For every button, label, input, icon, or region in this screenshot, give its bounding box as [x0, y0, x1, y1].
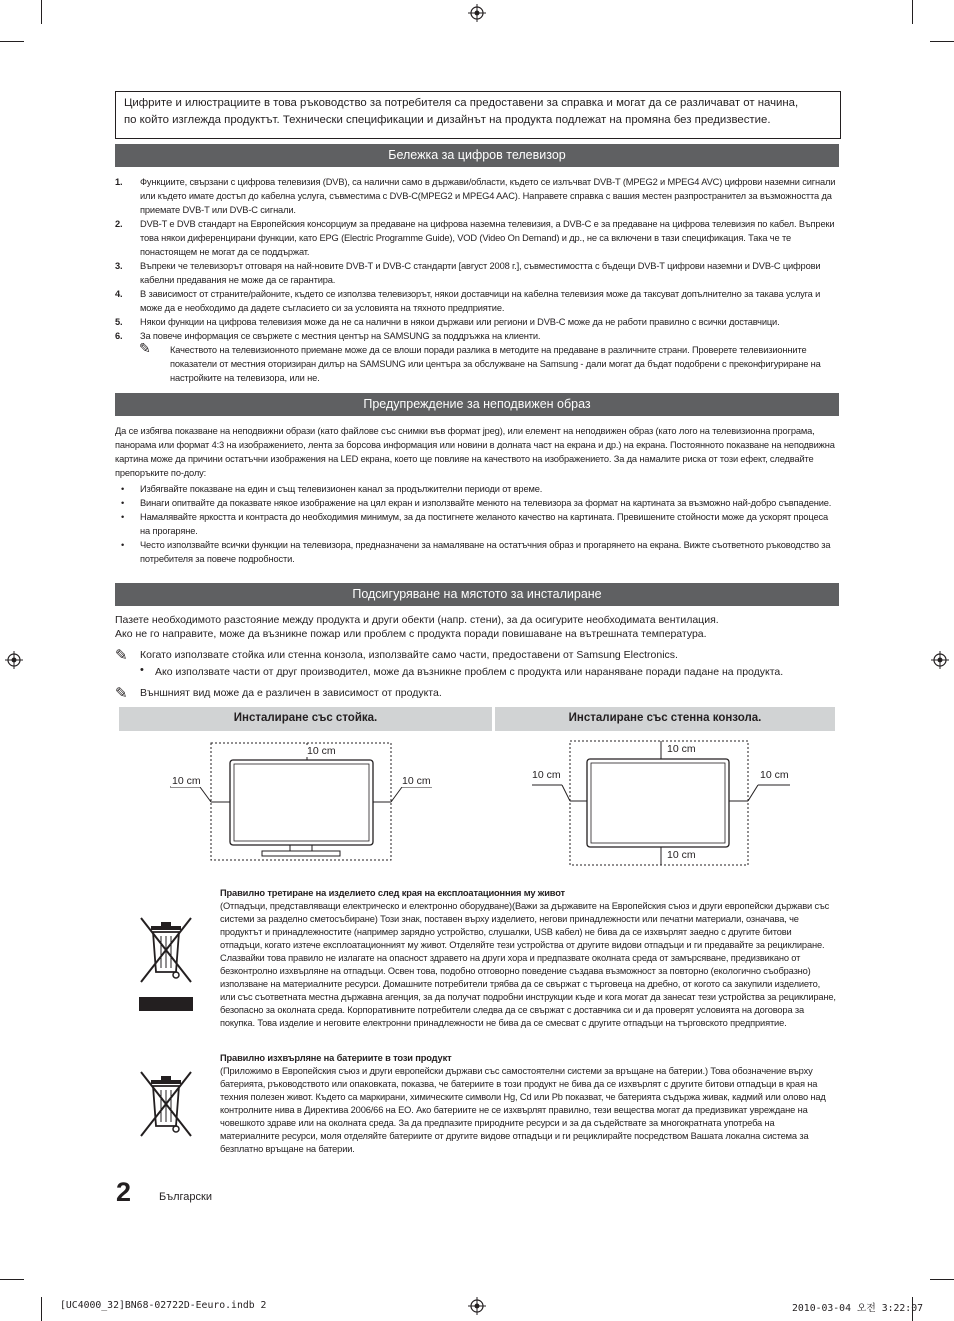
item-number: 2.	[115, 219, 123, 229]
disclaimer-line: по който изглежда продуктът. Технически спецификации и дизайнът на продукта подлежат на промяна без предизвестие.	[124, 114, 771, 126]
pencil-note-icon: ✎	[139, 340, 151, 356]
list-item	[115, 329, 839, 343]
item-number: 3.	[115, 261, 123, 271]
list-item	[115, 510, 839, 538]
crop-mark	[0, 1279, 24, 1280]
digital-note	[115, 340, 839, 385]
bullet-text: Винаги опитвайте да показвате някое изображение на цял екран и използвайте менюто на телевизора за формат на картината за възможно най-добро съвпадение.	[140, 498, 832, 508]
bullet-icon: •	[121, 498, 125, 508]
clearance-label: 10 cm	[402, 775, 431, 787]
list-item	[115, 496, 839, 510]
wall-mount-installation-diagram	[530, 735, 800, 870]
crop-mark	[912, 0, 913, 24]
list-item	[115, 175, 839, 217]
install-subbullet: Ако използвате части от друг производител, може да възникне проблем с продукта или нараняване поради падане на продукта.	[155, 666, 784, 678]
disclaimer-box	[115, 91, 841, 139]
bullet-text: Намалявайте яркостта и контраста до необходимия минимум, за да постигнете желаното качество на картината. Превишените стойности може да ускорят процеса на прогаряне.	[140, 512, 829, 536]
list-item	[115, 315, 839, 329]
pencil-note-icon: ✎	[115, 647, 128, 664]
crossed-out-wheelie-bin-icon	[137, 1068, 195, 1148]
column-header-stand: Инсталиране със стойка.	[119, 707, 492, 731]
list-item	[115, 538, 839, 566]
clearance-label: 10 cm	[172, 775, 201, 787]
note-text: Качеството на телевизионното приемане може да се влоши поради разлика в методите на предаване в различните страни. Проверете телевизионните показатели от местния оторизиран дилър на SAMSUNG или центъра за обслужване на Samsung - дали могат да бъдат подобрени с преконфигуриране на настройките на телевизора, или не.	[170, 345, 821, 383]
item-text: В зависимост от страните/районите, където се използва телевизорът, някои доставчици на кабелна телевизия може да таксуват допълнително за такава услуга и може да е необходимо да дадете съгласието си за условията на тяхното предприятие.	[140, 289, 821, 313]
registration-mark-icon	[468, 4, 486, 22]
crop-mark	[930, 41, 954, 42]
weee-product-text: (Отпадъци, представляващи електрическо и електронно оборудване)(Важи за държавите на Европейския съюз и други европейски държави със системи за разделно сметосъбиране) Този знак, поставен върху изделието, негови принадлежности или печатни материали, означава, че продуктът и принадлежностите (например зарядно устройство, слушалки, USB кабел) не бива да се изхвърлят заедно с другите битови отпадъци, когато изтече експлоатационният му живот. Отделяйте тези устройства от другите видови отпадъци и ги предавайте за рециклиране. Слазвайки това правило не излагате на опасност здравето на други хора и предпазвате околната среда от замърсяване, предизвикано от безконтролно изхвърляне на отпадъци. Освен това, подобно отговорно поведение създава възможност за повторно (екологично съобразно) използване на материалните ресурси. Домашните потребители трябва да се свържат с търговеца на дребно, от когото са закупили изделието, или със съответната местна държавна агенция, за да получат подробни инструкции къде и кога могат да занесат тези устройства за рециклиране, безопасно за околната среда. Корпоративните потребители следва да се свържат с доставчика си и да проверят условията на договора за покупка. Това изделие и неговите електронни принадлежности не бива да се смесват с другите отпадъци на търговското предприятие.	[220, 901, 836, 1028]
install-line: Пазете необходимото разстояние между продукта и други обекти (напр. стени), за да осигурите необходимата вентилация.	[115, 614, 719, 626]
section-title-installation: Подсигуряване на мястото за инсталиране	[115, 583, 839, 606]
bullet-text: Избягвайте показване на един и същ телевизионен канал за продължителни периоди от време.	[140, 484, 543, 494]
weee-product-block	[220, 887, 836, 1030]
page-number: 2	[116, 1177, 132, 1207]
still-bullet-list	[115, 482, 839, 566]
crop-mark	[41, 1297, 42, 1321]
crop-mark	[930, 1279, 954, 1280]
item-text: Някои функции на цифрова телевизия може да не са налични в някои държави или региони и DVB-C може да не работи правилно с всички доставчици.	[140, 317, 780, 327]
column-header-wall: Инсталиране със стенна конзола.	[495, 707, 835, 731]
item-text: Въпреки че телевизорът отговаря на най-новите DVB-T и DVB-C стандарти [август 2008 г.], съвместимостта с бъдещи DVB-T цифрови наземни и DVB-C цифрови кабелни предавания не може да се гарантира.	[140, 261, 821, 285]
page-language: Български	[159, 1191, 212, 1203]
registration-mark-icon	[931, 651, 949, 669]
weee-battery-text: (Приложимо в Европейския съюз и други европейски държави със самостоятелни системи за връщане на батерии.) Това обозначение върху батерията, ръководството или опаковката, показва, че батериите в този продукт не бива да се изхвърлят с другите битови отпадъци в края на техния полезен живот. Където са маркирани, химическите символи Hg, Cd или Pb показват, че батерията съдържа живак, кадмий или олово над контролните нива в Директива 2006/66 на ЕО. Ако батериите не се изхвърлят правилно, тези вещества могат да предизвикат увреждане на човешкото здраве или на околната среда. За да предпазите природните ресурси и за да съдействате за многократната употреба на материалните ресурси, моля отделяйте батериите от другите видове отпадъци и ги рециклирайте посредством Вашата локална система за безплатно връщане на батерии.	[220, 1066, 826, 1154]
item-text: DVB-T е DVB стандарт на Европейския консорциум за предаване на цифрова наземна телевизия, а DVB-C е за предаване на цифрова телевизия по кабел. Въпреки това някои диференцирани функции, като EPG (Electric Programme Guide), VOD (Video On Demand) и др., не са включени в тази спецификация. Така че те понастоящем не могат да се поддържат.	[140, 219, 835, 257]
registration-mark-icon	[5, 651, 23, 669]
pencil-note-icon: ✎	[115, 685, 128, 702]
bullet-icon: •	[140, 664, 144, 676]
list-item	[115, 482, 839, 496]
weee-battery-block	[220, 1052, 836, 1156]
clearance-label: 10 cm	[307, 745, 336, 757]
clearance-label: 10 cm	[532, 769, 561, 781]
list-item	[115, 287, 839, 315]
still-intro: Да се избягва показване на неподвижни образи (като файлове със снимки във формат jpeg), или елемент на неподвижен образ (като лого на телевизионна програма, панорама или формат 4:3 на изображението, лента за борсова информация или новини в долната част на екрана и др.) на екрана. Постоянното показване на неподвижна картина може да причини остатъчни изображения на LED екрана, което ще повлияе на качеството на изображението. За да намалите риска от този ефект, следвайте препоръките по-долу:	[115, 426, 835, 478]
item-number: 1.	[115, 177, 123, 187]
footer-file-name: [UC4000_32]BN68-02722D-Eeuro.indb 2	[60, 1300, 267, 1311]
clearance-label: 10 cm	[667, 743, 696, 755]
weee-product-title: Правилно третиране на изделието след края на експлоатационния му живот	[220, 888, 565, 898]
clearance-label: 10 cm	[667, 849, 696, 861]
install-line: Ако не го направите, може да възникне пожар или проблем с продукта поради повишаване на вътрешната температура.	[115, 628, 707, 640]
section-title-digital-tv: Бележка за цифров телевизор	[115, 144, 839, 167]
section-title-still-image: Предупреждение за неподвижен образ	[115, 393, 839, 416]
bullet-icon: •	[121, 512, 125, 522]
footer-timestamp: 2010-03-04 오전 3:22:07	[792, 1303, 923, 1314]
item-number: 4.	[115, 289, 123, 299]
list-item	[115, 217, 839, 259]
item-number: 5.	[115, 317, 123, 327]
install-note: Външният вид може да е различен в зависимост от продукта.	[140, 687, 442, 699]
crop-mark	[41, 0, 42, 24]
disclaimer-line: Цифрите и илюстрациите в това ръководство за потребителя са предоставени за справка и могат да се различават от начина,	[124, 97, 799, 109]
list-item	[115, 259, 839, 287]
item-text: За повече информация се свържете с местния център на SAMSUNG за поддръжка на клиенти.	[140, 331, 541, 341]
weee-battery-title: Правилно изхвърляне на батериите в този продукт	[220, 1053, 452, 1063]
bullet-icon: •	[121, 540, 125, 550]
registration-mark-icon	[468, 1297, 486, 1315]
clearance-label: 10 cm	[760, 769, 789, 781]
digital-notice-list	[115, 175, 839, 385]
crossed-out-wheelie-bin-icon	[137, 914, 195, 1014]
bullet-text: Често използвайте всички функции на телевизора, предназначени за намаляване на остатъчния образ и прогарянето на екрана. Вижте съответното ръководство за потребителя за повече подробности.	[140, 540, 831, 564]
install-note: Когато използвате стойка или стенна конзола, използвайте само части, предоставени от Samsung Electronics.	[140, 649, 678, 661]
item-number: 6.	[115, 331, 123, 341]
crop-mark	[0, 41, 24, 42]
item-text: Функциите, свързани с цифрова телевизия (DVB), са налични само в държави/области, където се излъчват DVB-T (MPEG2 и MPEG4 AVC) цифрови наземни сигнали или където имате достъп до кабелна услуга, съвместима с DVB-C(MPEG2 и MPEG4 AAC). Направете справка с вашия местен разпространител за възможността да приемате DVB-T или DVB-C сигнали.	[140, 177, 836, 215]
bullet-icon: •	[121, 484, 125, 494]
